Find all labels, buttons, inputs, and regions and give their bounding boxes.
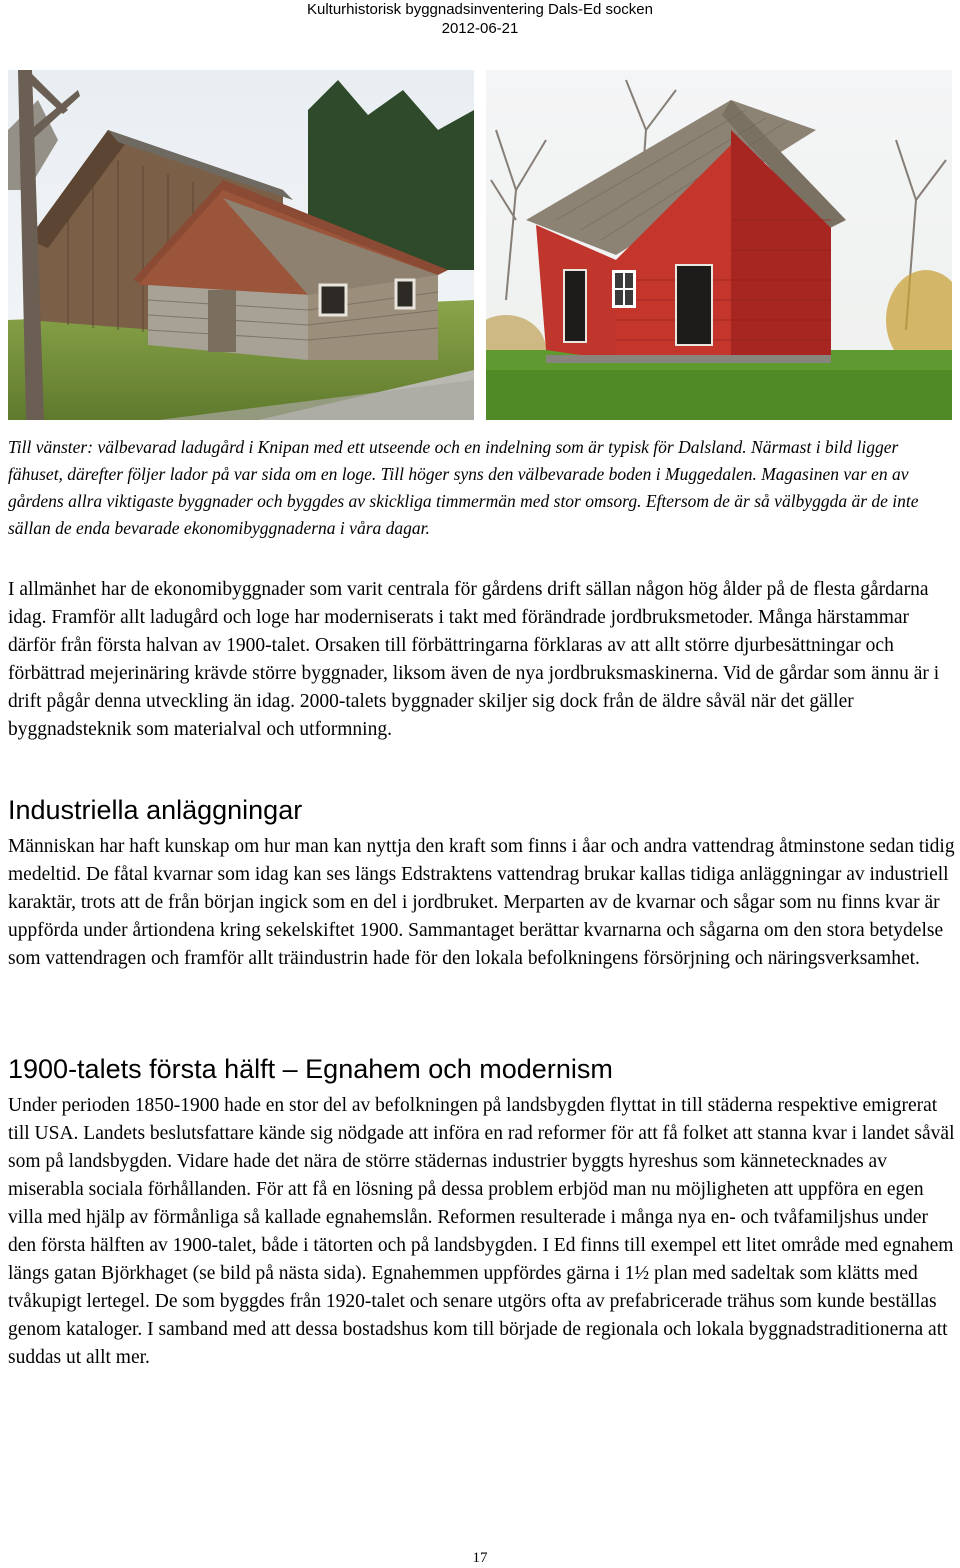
storehouse-photo-graphic [486, 70, 952, 420]
photo-storehouse-red [486, 70, 952, 420]
paragraph-economy-buildings: I allmänhet har de ekonomibyggnader som varit centrala för gårdens drift sällan någon hög ålder på de flesta gårdarna idag. Framför allt ladugård och loge har moderniserats i takt med förändrade jordbruksmetoder. Många härstammar därför från första halvan av 1900-talet. Orsaken till förbättringarna förklaras av att allt större djurbesättningar och förbättrad mejerinäring krävde större byggnader, liksom även de nya jordbruksmaskinerna. Vid de gårdar som ännu är i drift pågår denna utveckling än idag. 2000-talets byggnader skiljer sig dock från de äldre såväl när det gäller byggnadsteknik som materialval och utformning. [8, 579, 940, 740]
header-title: Kulturhistorisk byggnadsinventering Dals-Ed socken [306, 1, 653, 18]
paragraph-industrial: Människan har haft kunskap om hur man kan nyttja den kraft som finns i åar och andra vattendrag åtminstone sedan tidig medeltid. De fåtal kvarnar som idag kan ses längs Edstraktens vattendrag brukar kallas tidiga anläggningar av industriell karaktär, trots att de från början ingick som en del i jordbruket. Merparten av de kvarnar och sågar som nu finns kvar är uppförda under årtiondena kring sekelskiftet 1900. Sammantaget berättar kvarnarna och sågarna om den stora betydelse som vattendragen och framför allt träindustrin hade för den lokala befolkningens försörjning och näringsverksamhet. [8, 836, 955, 969]
heading-industrial: Industriella anläggningar [8, 795, 303, 825]
heading-egnahem: 1900-talets första hälft – Egnahem och modernism [8, 1054, 613, 1084]
page-number: 17 [472, 1550, 488, 1566]
photo-caption: Till vänster: välbevarad ladugård i Knipan med ett utseende och en indelning som är typisk för Dalsland. Närmast i bild ligger fähuset, därefter följer lador på var sida om en loge. Till höger syns den välbevarade boden i Muggedalen. Magasinen var en av gårdens allra viktigaste byggnader och byggdes av skickliga timmermän med stor omsorg. Eftersom de är så välbyggda är de inte sällan de enda bevarade ekonomibyggnaderna i våra dagar. [8, 437, 919, 538]
photo-barn-gray [8, 70, 474, 420]
barn-photo-graphic [8, 70, 474, 420]
paragraph-egnahem: Under perioden 1850-1900 hade en stor del av befolkningen på landsbygden flyttat in till städerna respektive emigrerat till USA. Landets beslutsfattare kände sig nödgade att införa en rad reformer för att få folket att stanna kvar i landet såväl som på landsbygden. Vidare hade det nära de större städernas industrier byggts hyreshus som kännetecknades av miserabla sociala förhållanden. För att få en lösning på dessa problem erbjöd man nu möjligheten att uppföra en egen villa med hjälp av förmånliga så kallade egnahemslån. Reformen resulterade i många nya en- och tvåfamiljshus under den första hälften av 1900-talet, både i tätorten och på landsbygden. I Ed finns till exempel ett litet område med egnahem längs gatan Björkhaget (se bild på nästa sida). Egnahemmen uppfördes gärna i 1½ plan med sadeltak som klätts med tvåkupigt lertegel. De som byggdes från 1920-talet och senare utgörs ofta av prefabricerade trähus som kunde beställas genom kataloger. I samband med att dessa bostadshus kom till började de regionala och lokala byggnadstraditionerna att suddas ut allt mer. [8, 1095, 955, 1368]
page-header [0, 0, 960, 38]
header-date: 2012-06-21 [441, 20, 519, 37]
